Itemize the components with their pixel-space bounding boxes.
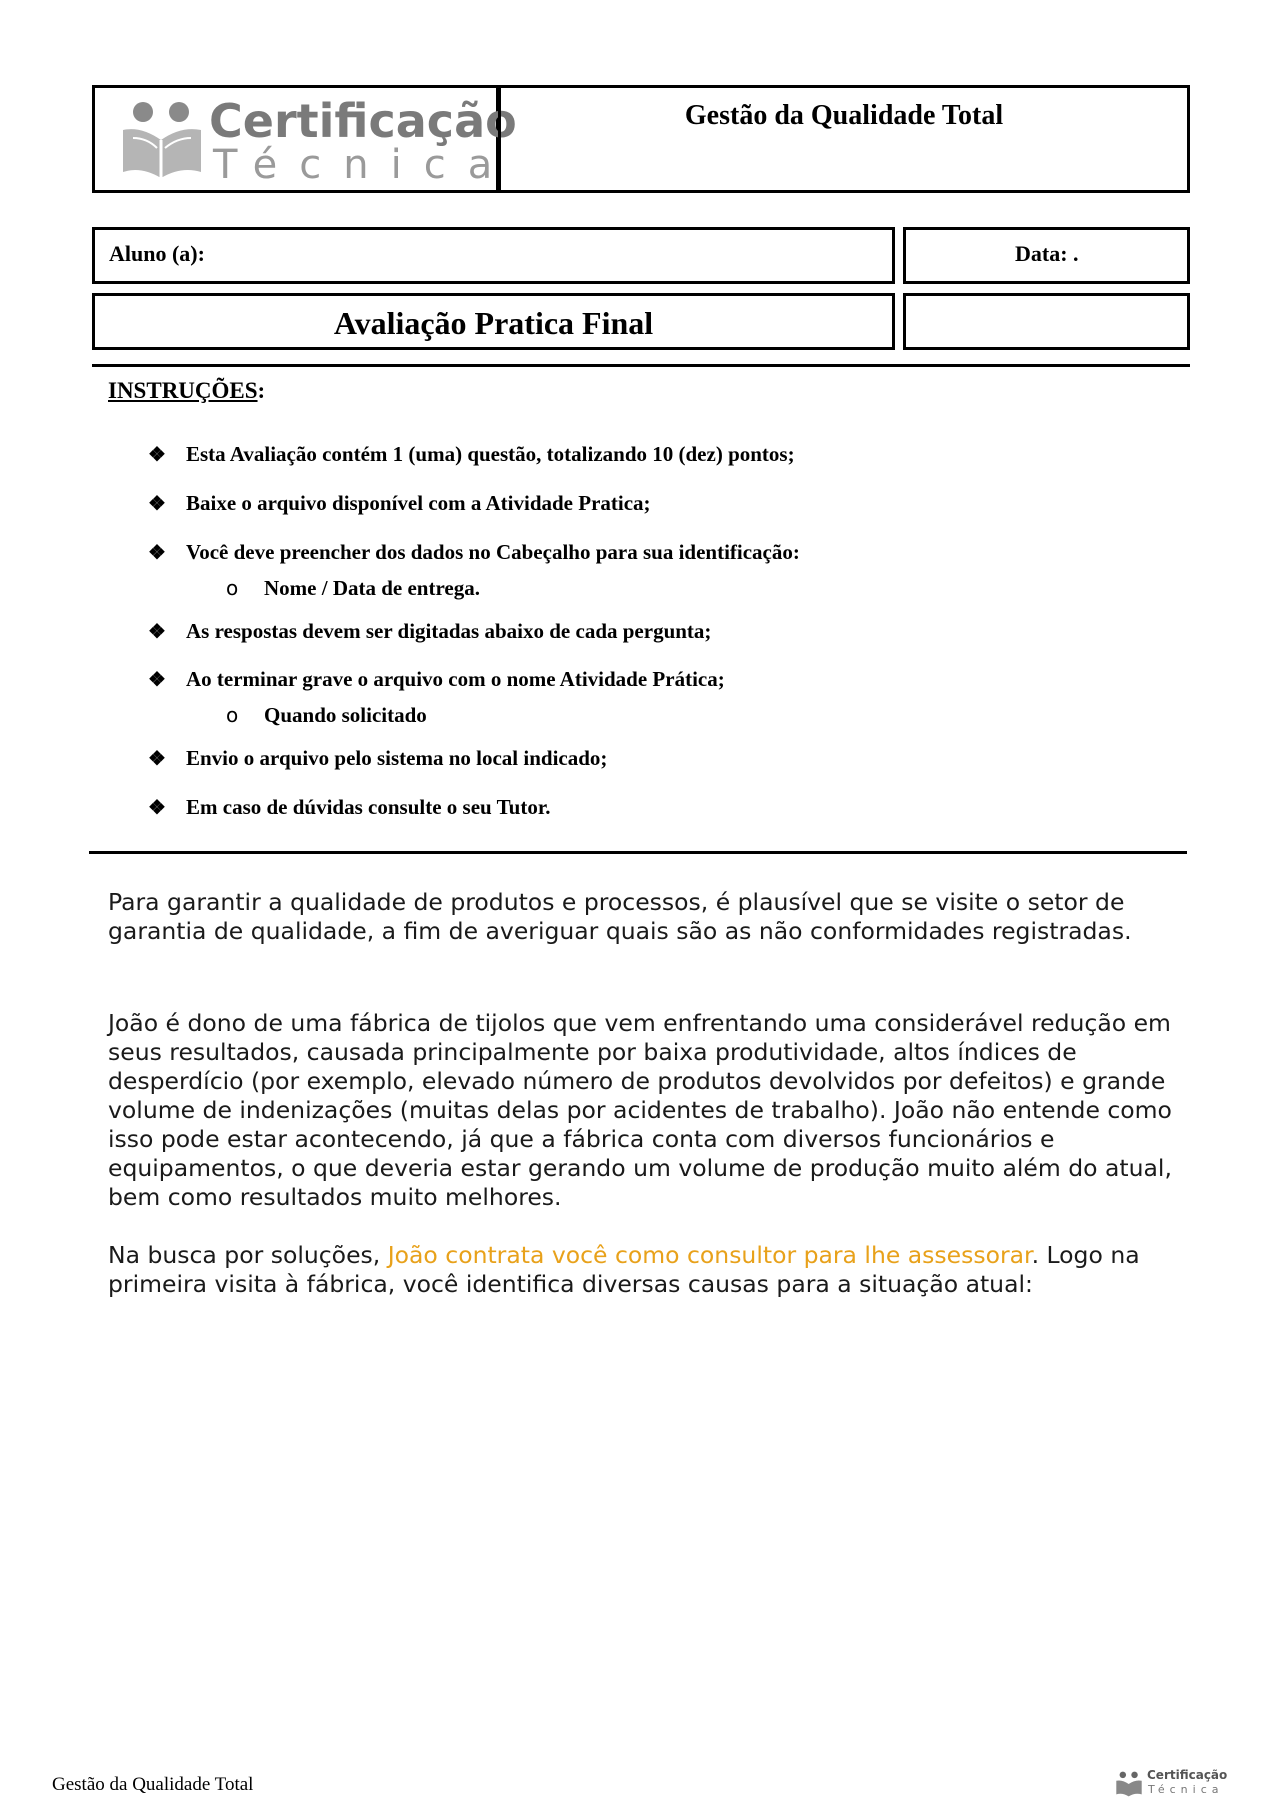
circle-bullet-icon: o bbox=[226, 576, 239, 600]
footer-logo-line2: Técnica bbox=[1148, 1783, 1224, 1796]
header-logo-box bbox=[92, 85, 517, 193]
instruction-item: ❖ Baixe o arquivo disponível com a Atividade Pratica; bbox=[148, 491, 651, 515]
course-title: Gestão da Qualidade Total bbox=[684, 100, 1004, 131]
diamond-bullet-icon: ❖ bbox=[148, 621, 166, 643]
diamond-bullet-icon: ❖ bbox=[148, 669, 166, 691]
footer-logo bbox=[1115, 1768, 1235, 1800]
footer-logo-line1: Certificação bbox=[1147, 1768, 1228, 1782]
exam-title: Avaliação Pratica Final bbox=[333, 305, 654, 341]
instruction-item: ❖ Ao terminar grave o arquivo com o nome Atividade Prática; bbox=[148, 667, 725, 691]
instruction-subitem: o Quando solicitado bbox=[226, 703, 427, 727]
logo-line1: Certificação bbox=[209, 94, 517, 148]
certificacao-logo-small-icon bbox=[1115, 1770, 1143, 1798]
instruction-item: ❖ Esta Avaliação contém 1 (uma) questão, totalizando 10 (dez) pontos; bbox=[148, 442, 795, 466]
circle-bullet-icon: o bbox=[226, 703, 239, 727]
grade-box[interactable] bbox=[903, 293, 1190, 350]
instruction-item: ❖ Envio o arquivo pelo sistema no local indicado; bbox=[148, 746, 608, 770]
diamond-bullet-icon: ❖ bbox=[148, 542, 166, 564]
date-field[interactable] bbox=[903, 227, 1190, 284]
exam-title-box bbox=[92, 293, 895, 350]
highlighted-text: João contrata você como consultor para lhe assessorar bbox=[387, 1241, 1032, 1269]
instructions-heading: INSTRUÇÕES: bbox=[108, 378, 266, 403]
paragraph-task: Na busca por soluções, João contrata você como consultor para lhe assessorar. Logo na primeira visita à fábrica, você identifica diversas causas para a situação atual: bbox=[108, 1241, 1140, 1298]
divider-top bbox=[92, 364, 1190, 367]
diamond-bullet-icon: ❖ bbox=[148, 444, 166, 466]
footer-title: Gestão da Qualidade Total bbox=[52, 1774, 254, 1795]
instruction-subitem: o Nome / Data de entrega. bbox=[226, 576, 480, 600]
instruction-item: ❖ As respostas devem ser digitadas abaixo de cada pergunta; bbox=[148, 619, 712, 643]
paragraph-intro: Para garantir a qualidade de produtos e processos, é plausível que se visite o setor de garantia de qualidade, a fim de averiguar quais são as não conformidades registradas. bbox=[108, 888, 1132, 945]
header-title-box bbox=[498, 85, 1190, 193]
instruction-item: ❖ Você deve preencher dos dados no Cabeçalho para sua identificação: bbox=[148, 540, 800, 564]
divider-bottom bbox=[89, 851, 1187, 854]
paragraph-case: João é dono de uma fábrica de tijolos que vem enfrentando uma considerável redução em seus resultados, causada principalmente por baixa produtividade, altos índices de desperdício (por exemplo, elevado número de produtos devolvidos por defeitos) e grande volume de indenizações (muitas delas por acidentes de trabalho). João não entende como isso pode estar acontecendo, já que a fábrica conta com diversos funcionários e equipamentos, o que deveria estar gerando um volume de produção muito além do atual, bem como resultados muito melhores. bbox=[108, 1009, 1172, 1211]
student-label: Aluno (a): bbox=[109, 241, 205, 266]
instruction-item: ❖ Em caso de dúvidas consulte o seu Tutor. bbox=[148, 795, 551, 819]
diamond-bullet-icon: ❖ bbox=[148, 493, 166, 515]
student-name-field[interactable] bbox=[92, 227, 895, 284]
diamond-bullet-icon: ❖ bbox=[148, 797, 166, 819]
diamond-bullet-icon: ❖ bbox=[148, 748, 166, 770]
logo-line2: Técnica bbox=[213, 142, 515, 188]
certificacao-logo-icon bbox=[119, 98, 205, 182]
date-label: Data: . bbox=[1015, 241, 1079, 266]
